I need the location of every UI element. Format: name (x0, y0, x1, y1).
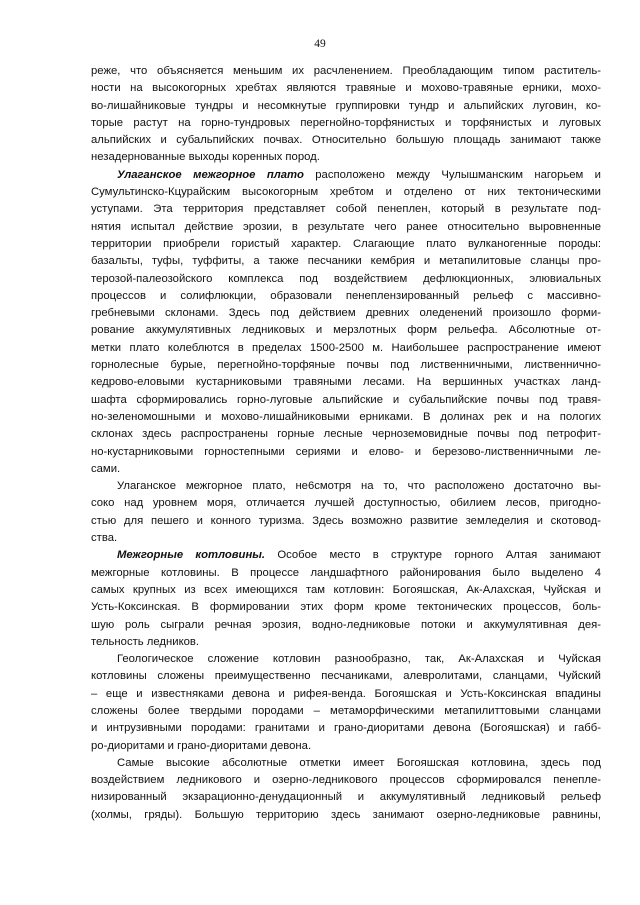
text-line: ро-диоритами и грано-диоритами девона. (91, 739, 312, 752)
text-line: ства. (91, 532, 118, 545)
text-line: (холмы, гряды). Большую территорию здесь занимают озерно-ледниковые равнины, (91, 808, 601, 821)
page-number: 49 (314, 38, 326, 50)
text-line: реже, что объясняется меньшим их расчленением. Преобладающим типом раститель- (91, 65, 601, 77)
text-line: ности на высокогорных хребтах являются травяные и мохово-травяные ерники, мохо- (91, 82, 601, 95)
text-line: шую роль сыграли речная эрозия, водно-ледниковые потоки и аккумулятивная дея- (91, 618, 601, 631)
text-line: воздействием ледникового и озерно-ледникового процессов сформировался пенепле- (91, 774, 601, 787)
heading-line-rest: расположено между Чулышманским нагорьем и (303, 168, 601, 181)
section-heading-intermountain-basins: Межгорные котловины. (117, 549, 266, 562)
text-line: межгорные котловины. В процессе ландшафтного районирования было выделено 4 (91, 566, 601, 579)
text-line: сложены более твердыми породами – метаморфическими метапилиттовыми сланцами (91, 704, 601, 717)
text-line: соко над уровнем моря, отличается лучшей доступностью, обилием лесов, пригодно- (91, 497, 601, 510)
paragraph-ulagan-plateau (91, 167, 601, 478)
text-line: во-лишайниковые тундры и несомкнутые группировки тундр и альпийских луговин, ко- (91, 99, 601, 112)
text-line: склонах здесь распространены горные лесные черноземовидные почвы под петрофит- (91, 428, 601, 441)
text-line: уступами. Эта территория представляет собой пенеплен, который в результате под- (91, 203, 601, 216)
text-line: и интрузивными породами: гранитами и грано-диоритами девона (Богояшская) и габб- (91, 722, 601, 735)
text-line: но-кустарниковыми горностепными сериями и елово- и березово-лиственничными ле- (91, 445, 601, 458)
text-line: Улаганское межгорное плато, не6смотря на то, что расположено достаточно вы- (117, 480, 601, 493)
text-line: нятия испытал действие эрозии, в результате чего ранее относительно выровненные (91, 220, 601, 233)
paragraph-first-line (91, 547, 601, 564)
paragraph-first-line (91, 167, 601, 184)
heading-line-rest: Особое место в структуре горного Алтая занимают (265, 549, 601, 562)
paragraph-ulagan-accessibility (91, 478, 601, 547)
text-line: кедрово-еловыми кустарниковыми травяными лесами. На вершинных участках ланд- (91, 376, 601, 389)
text-line: – еще и известняками девона и рифея-венда. Богояшская и Усть-Коксинская впадины (91, 687, 601, 700)
text-line: гребневыми склонами. Здесь под действием древних оледенений произошло форми- (91, 307, 601, 320)
text-line: горнолесные бурые, перегнойно-торфяные почвы под лиственничными, лиственнично- (91, 359, 601, 372)
text-line: территории приобрели гористый характер. Слагающие плато вулканогенные породы: (91, 237, 601, 250)
paragraph-geology (91, 651, 601, 755)
text-line: процессов и солифлюкции, образовали пенеплензированный рельеф с массивно- (91, 289, 601, 302)
text-line: метки плато колеблются в пределах 1500-2500 м. Наибольшее распространение имеют (91, 341, 601, 354)
paragraph-1 (91, 63, 601, 167)
text-line: терозой-палеозойского комплекса под воздействием дефлюкционных, элювиальных (91, 272, 601, 285)
text-line: Усть-Коксинская. В формировании этих форм кроме тектонических процессов, боль- (91, 601, 601, 614)
text-line: самых крупных из всех имеющихся там котловин: Богояшская, Ак-Алахская, Чуйская и (91, 583, 601, 596)
text-line: торые растут на горно-тундровых перегнойно-торфянистых и торфянистых и луговых (91, 116, 601, 129)
text-line: но-зеленомошными и мохово-лишайниковыми ерниками. В долинах рек и на пологих (91, 410, 601, 423)
text-line: рование аккумулятивных ледниковых и мерзлотных форм рельефа. Абсолютные от- (91, 324, 601, 337)
section-heading-ulagan-plateau: Улаганское межгорное плато (117, 168, 304, 181)
text-line: незадернованные выходы коренных пород. (91, 151, 320, 164)
text-line: шафта сформировались горно-луговые альпийские и субальпийские почвы под травя- (91, 393, 601, 406)
paragraph-intermountain-basins (91, 547, 601, 651)
text-line: тельность ледников. (91, 635, 200, 648)
text-line: Сумультинско-Кцурайским высокогорным хребтом и отделено от них тектоническими (91, 186, 601, 199)
body-text (91, 63, 601, 824)
text-line: Геологическое сложение котловин разнообразно, так, Ак-Алахская и Чуйская (117, 653, 601, 666)
text-line: Самые высокие абсолютные отметки имеет Богояшская котловина, здесь под (117, 756, 601, 769)
text-line: стью для пешего и конного туризма. Здесь возможно развитие земледелия и скотовод- (91, 514, 601, 527)
text-line: базальты, туфы, туффиты, а также песчаники кембрия и метапилитовые сланцы про- (91, 255, 601, 268)
paragraph-body (91, 184, 601, 478)
paragraph-bogoyash-basin (91, 755, 601, 824)
text-line: сами. (91, 462, 121, 475)
paragraph-body (91, 565, 601, 651)
text-line: котловины сложены преимущественно песчаниками, алевролитами, сланцами, Чуйский (91, 670, 601, 683)
text-line: низированный экзарационно-денудационный и аккумулятивный ледниковый рельеф (91, 791, 601, 804)
text-line: альпийских и субальпийских почвах. Относительно большую площадь занимают также (91, 134, 601, 147)
